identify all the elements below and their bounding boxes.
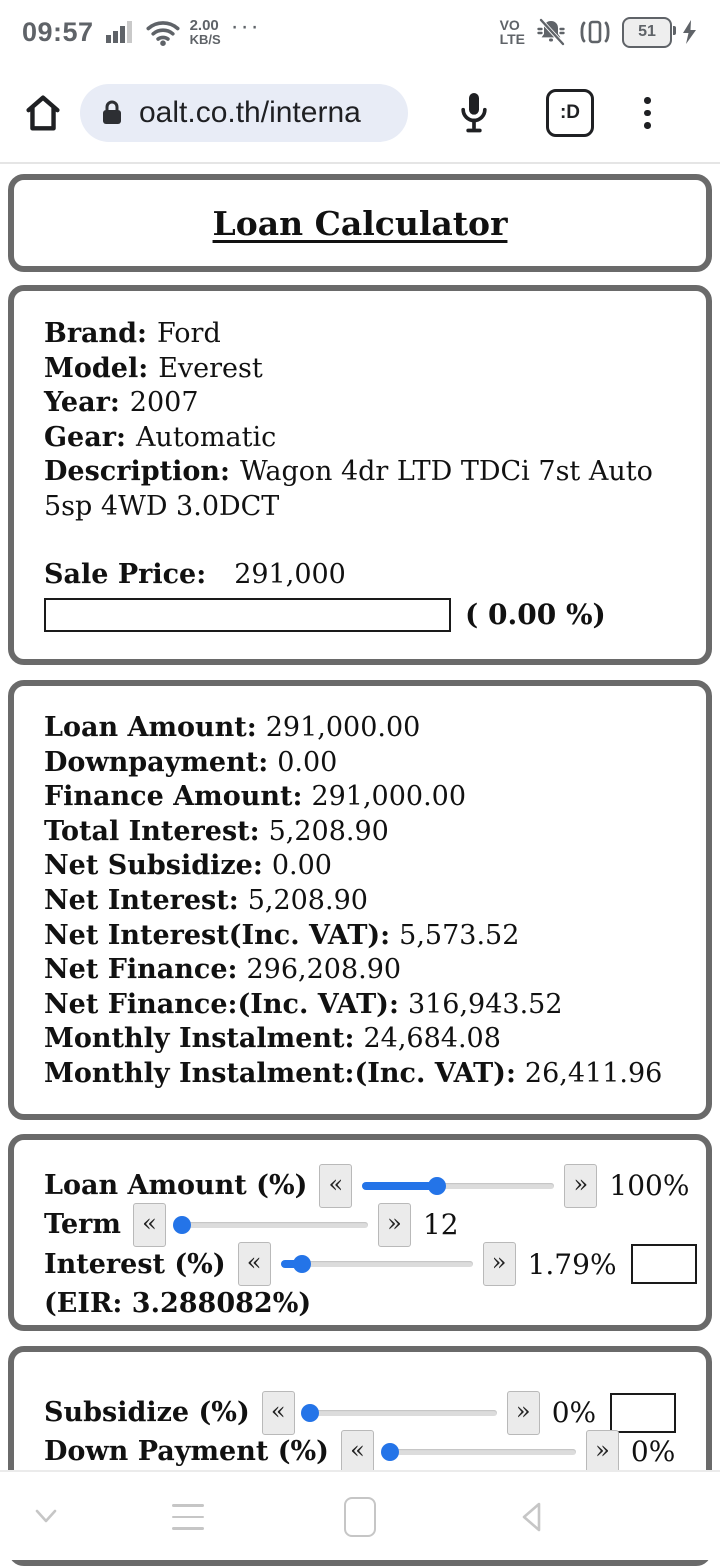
summary-row: Net Finance:(Inc. VAT): 316,943.52 [44,988,563,1020]
nav-home-button[interactable] [330,1472,390,1562]
eir-text: (EIR: 3.288082%) [44,1287,312,1319]
slider-track[interactable] [176,1222,368,1228]
down-payment-decrease-button[interactable]: « [341,1430,374,1474]
clock: 09:57 [22,16,94,47]
interest-value: 1.79% [527,1247,617,1281]
subsidize-increase-button[interactable]: » [507,1391,540,1435]
network-speed: 2.00 KB/S [189,17,221,47]
microphone-button[interactable] [454,89,494,137]
slider-thumb[interactable] [293,1255,311,1273]
subsidize-decrease-button[interactable]: « [262,1391,295,1435]
page-title: Loan Calculator [212,203,508,243]
title-box [8,174,712,272]
interest-increase-button[interactable]: » [483,1242,516,1286]
slider-thumb[interactable] [381,1443,399,1461]
vehicle-row: Brand: Ford [44,318,221,349]
summary-row: Downpayment: 0.00 [44,746,338,778]
lock-icon [100,99,124,127]
slider-thumb[interactable] [173,1216,191,1234]
sale-price-value: 291,000 [234,559,346,590]
loan-amount-decrease-button[interactable]: « [319,1164,352,1208]
slider-track[interactable] [305,1410,497,1416]
vehicle-row-description: Description: Wagon 4dr LTD TDCi 7st Auto 5sp 4WD 3.0DCT [44,456,653,522]
signal-strength-icon [104,18,136,46]
subsidize-slider-label: Subsidize (%) [44,1397,250,1429]
summary-row: Monthly Instalment:(Inc. VAT): 26,411.96 [44,1057,663,1089]
tab-switcher-button[interactable]: :D [546,89,594,137]
url-text: oalt.co.th/interna [139,96,361,129]
subsidize-value: 0% [551,1396,597,1430]
loan-amount-value: 100% [609,1169,690,1203]
vibrate-mode-icon [577,17,613,47]
subsidize-input[interactable] [610,1393,676,1433]
down-payment-control-row [44,1432,706,1471]
loan-amount-control-row [44,1166,706,1205]
summary-row: Net Subsidize: 0.00 [44,850,332,882]
subsidize-slider[interactable] [305,1391,497,1435]
vehicle-row: Model: Everest [44,352,263,384]
term-increase-button[interactable]: » [378,1203,411,1247]
url-bar[interactable] [80,84,408,142]
down-payment-slider[interactable] [384,1430,576,1474]
interest-input[interactable] [631,1244,697,1284]
summary-row: Loan Amount: 291,000.00 [44,712,421,743]
volte-indicator: VO LTE [499,17,525,47]
down-payment-increase-button[interactable]: » [586,1430,619,1474]
discount-percent-text: ( 0.00 %) [465,598,606,631]
nav-menu-button[interactable] [158,1472,218,1562]
subsidize-control-row [44,1393,706,1432]
term-value: 12 [422,1208,459,1242]
loan-amount-slider[interactable] [362,1164,554,1208]
browser-menu-button[interactable] [644,97,651,129]
vehicle-row: Gear: Automatic [44,421,277,453]
interest-slider-label: Interest (%) [44,1248,226,1280]
loan-summary-box [8,680,712,1120]
term-slider-label: Term [44,1209,121,1241]
summary-row: Total Interest: 5,208.90 [44,815,389,847]
charging-bolt-icon [681,19,698,45]
more-dots-icon: ··· [230,13,261,40]
summary-row: Monthly Instalment: 24,684.08 [44,1023,501,1055]
term-decrease-button[interactable]: « [133,1203,166,1247]
wifi-icon [146,18,180,46]
home-button[interactable] [20,90,66,136]
nav-hide-chevron-icon[interactable] [18,1472,74,1562]
interest-decrease-button[interactable]: « [238,1242,271,1286]
loan-amount-slider-label: Loan Amount (%) [44,1170,308,1202]
web-page-content [0,164,720,1470]
vehicle-info-box [8,285,712,665]
slider-track[interactable] [384,1449,576,1455]
notification-muted-icon [534,17,568,47]
summary-row: Finance Amount: 291,000.00 [44,781,467,813]
interest-slider[interactable] [281,1242,473,1286]
summary-row: Net Interest: 5,208.90 [44,884,368,916]
summary-row: Net Interest(Inc. VAT): 5,573.52 [44,919,520,951]
slider-thumb[interactable] [301,1404,319,1422]
nav-back-button[interactable] [502,1472,562,1562]
vehicle-row: Year: 2007 [44,387,199,418]
term-slider[interactable] [176,1203,368,1247]
battery-indicator: 51 [622,17,672,48]
android-nav-bar [0,1470,720,1560]
sale-price-row [44,558,684,593]
loan-amount-increase-button[interactable]: » [564,1164,597,1208]
interest-control-row [44,1245,706,1284]
term-control-row [44,1205,706,1244]
summary-row: Net Finance: 296,208.90 [44,954,402,986]
status-bar [0,0,720,64]
browser-toolbar [0,64,720,162]
price-adjust-input[interactable] [44,598,451,632]
slider-thumb[interactable] [428,1177,446,1195]
down-payment-slider-label: Down Payment (%) [44,1436,329,1468]
slider-fill [362,1182,437,1190]
loan-controls-box [8,1134,712,1331]
down-payment-value: 0% [630,1435,676,1469]
sale-price-label: Sale Price: [44,559,207,590]
